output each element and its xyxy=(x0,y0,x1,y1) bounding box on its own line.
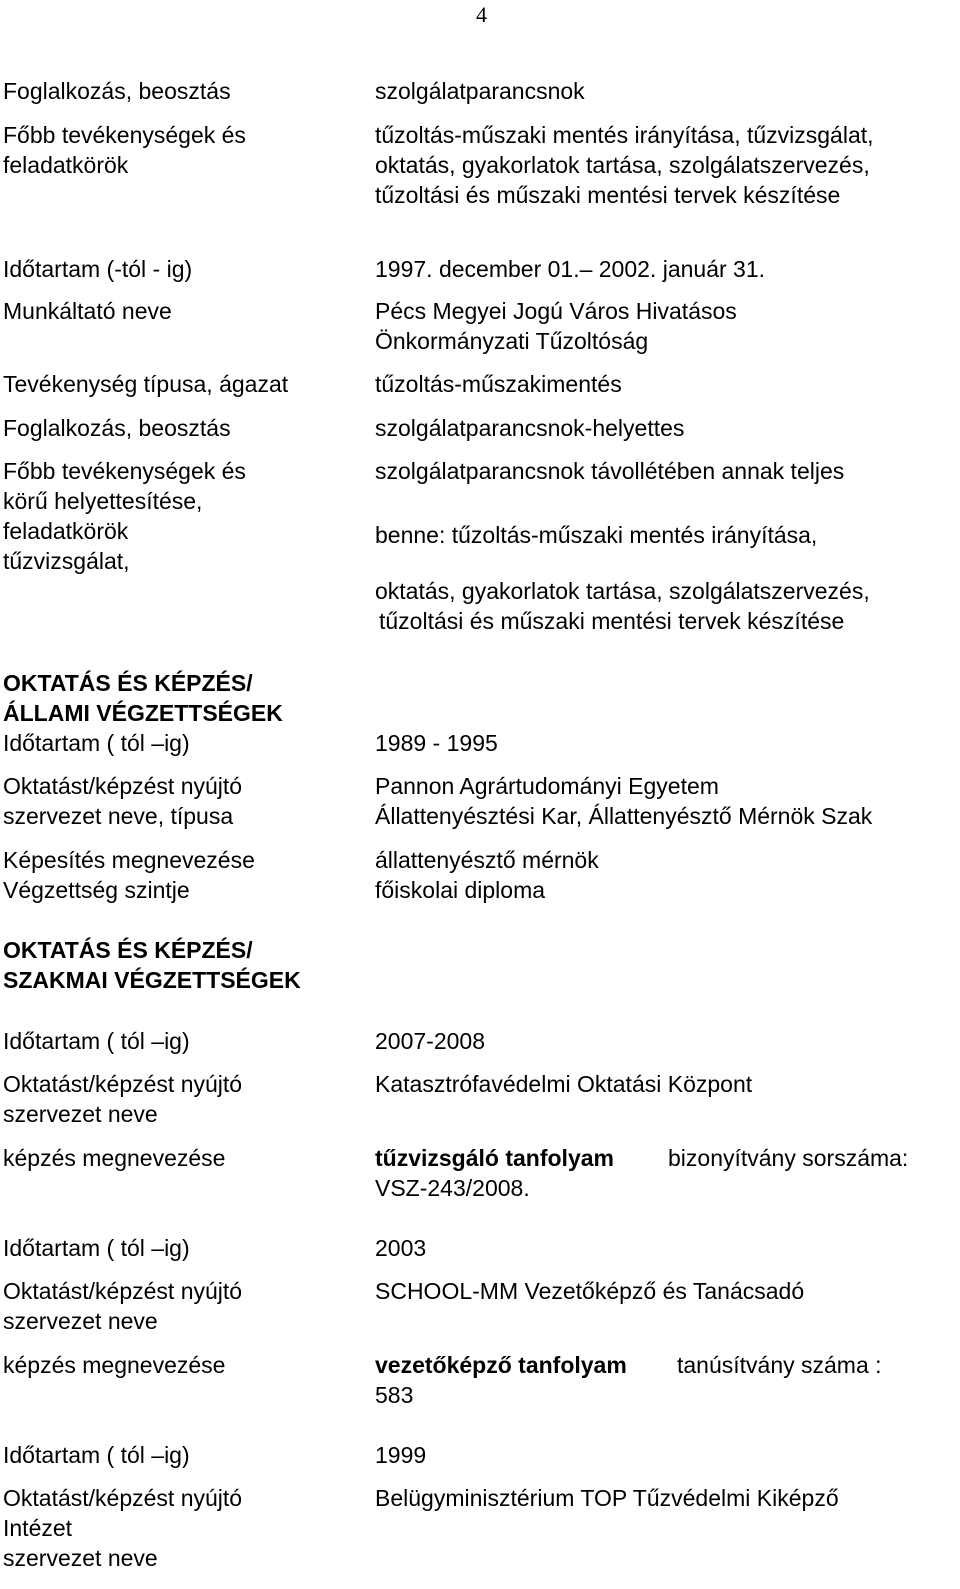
period-label: Időtartam ( tól –ig) xyxy=(3,1028,190,1054)
activities-value: tűzoltási és műszaki mentési tervek készítése xyxy=(379,608,845,634)
certificate-number: VSZ-243/2008. xyxy=(375,1175,530,1201)
course-label: képzés megnevezése xyxy=(3,1145,226,1171)
employer-value: Önkormányzati Tűzoltóság xyxy=(375,328,649,354)
institution-value: SCHOOL-MM Vezetőképző és Tanácsadó xyxy=(375,1278,805,1304)
certificate-label: tanúsítvány száma : xyxy=(677,1352,882,1378)
qualification-value: főiskolai diploma xyxy=(375,877,546,903)
institution-label: Oktatást/képzést nyújtó xyxy=(3,1071,243,1097)
occupation-value: szolgálatparancsnok-helyettes xyxy=(375,415,685,441)
period-value: 1999 xyxy=(375,1442,427,1468)
activities-label: tűzvizsgálat, xyxy=(3,548,130,574)
section-heading: OKTATÁS ÉS KÉPZÉS/ xyxy=(3,937,253,963)
occupation-value: szolgálatparancsnok xyxy=(375,78,585,104)
institution-label: Oktatást/képzést nyújtó xyxy=(3,773,243,799)
sector-label: Tevékenység típusa, ágazat xyxy=(3,371,289,397)
certificate-label: bizonyítvány sorszáma: xyxy=(668,1145,909,1171)
period-value: 1989 - 1995 xyxy=(375,730,498,756)
institution-label: szervezet neve, típusa xyxy=(3,803,234,829)
period-label: Időtartam ( tól –ig) xyxy=(3,1235,190,1261)
occupation-label: Foglalkozás, beosztás xyxy=(3,415,231,441)
institution-label: szervezet neve xyxy=(3,1101,158,1127)
course-name: vezetőképző tanfolyam xyxy=(375,1352,627,1378)
institution-label: szervezet neve xyxy=(3,1545,158,1571)
page-number: 4 xyxy=(476,2,487,27)
employer-label: Munkáltató neve xyxy=(3,298,172,324)
period-label: Időtartam (-tól - ig) xyxy=(3,256,193,282)
course-name: tűzvizsgáló tanfolyam xyxy=(375,1145,614,1171)
institution-label: Oktatást/képzést nyújtó xyxy=(3,1278,243,1304)
institution-label: szervezet neve xyxy=(3,1308,158,1334)
qualification-label: Képesítés megnevezése xyxy=(3,847,255,873)
certificate-number: 583 xyxy=(375,1382,414,1408)
qualification-value: állattenyésztő mérnök xyxy=(375,847,599,873)
period-label: Időtartam ( tól –ig) xyxy=(3,1442,190,1468)
activities-value: tűzoltási és műszaki mentési tervek készítése xyxy=(375,182,841,208)
institution-value: Belügyminisztérium TOP Tűzvédelmi Kiképző xyxy=(375,1485,839,1511)
institution-label: Oktatást/képzést nyújtó xyxy=(3,1485,243,1511)
activities-value: oktatás, gyakorlatok tartása, szolgálatszervezés, xyxy=(375,152,870,178)
section-heading: ÁLLAMI VÉGZETTSÉGEK xyxy=(3,700,283,726)
institution-value: Állattenyésztési Kar, Állattenyésztő Mérnök Szak xyxy=(375,803,873,829)
period-value: 2007-2008 xyxy=(375,1028,485,1054)
activities-label: feladatkörök xyxy=(3,152,129,178)
activities-value: tűzoltás-műszaki mentés irányítása, tűzvizsgálat, xyxy=(375,122,874,148)
period-value: 2003 xyxy=(375,1235,427,1261)
period-label: Időtartam ( tól –ig) xyxy=(3,730,190,756)
qualification-label: Végzettség szintje xyxy=(3,877,190,903)
sector-value: tűzoltás-műszakimentés xyxy=(375,371,622,397)
institution-value: Katasztrófavédelmi Oktatási Központ xyxy=(375,1071,753,1097)
period-value: 1997. december 01.– 2002. január 31. xyxy=(375,256,766,282)
activities-value: oktatás, gyakorlatok tartása, szolgálatszervezés, xyxy=(375,578,870,604)
activities-label: Főbb tevékenységek és xyxy=(3,122,246,148)
institution-value: Pannon Agrártudományi Egyetem xyxy=(375,773,719,799)
occupation-label: Foglalkozás, beosztás xyxy=(3,78,231,104)
activities-value: benne: tűzoltás-műszaki mentés irányítása, xyxy=(375,522,818,548)
course-label: képzés megnevezése xyxy=(3,1352,226,1378)
section-heading: OKTATÁS ÉS KÉPZÉS/ xyxy=(3,670,253,696)
section-heading: SZAKMAI VÉGZETTSÉGEK xyxy=(3,967,301,993)
activities-value: szolgálatparancsnok távollétében annak teljes xyxy=(375,458,845,484)
activities-label: Főbb tevékenységek és xyxy=(3,458,246,484)
activities-label: körű helyettesítése, xyxy=(3,488,203,514)
activities-label: feladatkörök xyxy=(3,518,129,544)
employer-value: Pécs Megyei Jogú Város Hivatásos xyxy=(375,298,737,324)
institution-label: Intézet xyxy=(3,1515,73,1541)
